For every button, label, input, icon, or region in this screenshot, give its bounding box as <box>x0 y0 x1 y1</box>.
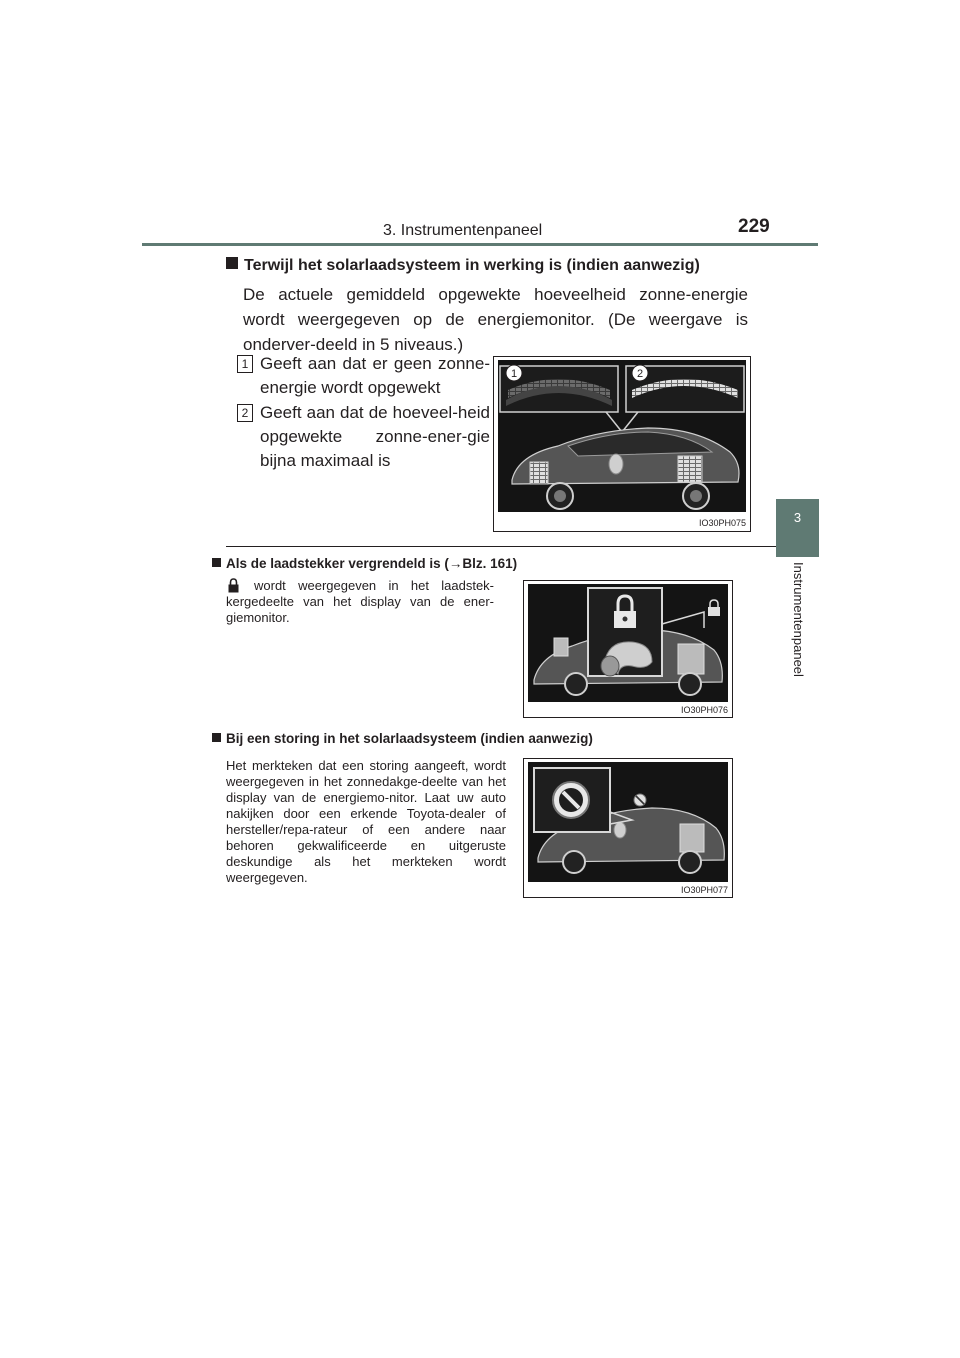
section-heading-malfunction <box>212 731 593 746</box>
figure-malfunction <box>523 758 733 898</box>
section-text-plug-lock: wordt weergegeven in het laadstek-kergedeelte van het display van de ener-giemonitor. <box>226 578 494 625</box>
section-paragraph-solar: De actuele gemiddeld opgewekte hoeveelheid zonne-energie wordt weergegeven op de energiemonitor. (De weergave is onderver-deeld in 5 niveaus.) <box>243 285 748 354</box>
chapter-tab: 3 <box>776 499 819 557</box>
figure-plug-lock-image <box>528 584 728 702</box>
solar-monitor-illustration <box>498 360 746 512</box>
section-text-malfunction: Het merkteken dat een storing aangeeft, wordt weergegeven in het zonnedakge-deelte van het display van de energiemo-nitor. Laat uw auto nakijken door een erkende Toyota-dealer of hersteller/repa-rateur of een andere naar behoren gekwalificeerde en uitgeruste deskundige als het merkteken wordt weergegeven. <box>226 758 506 885</box>
section-heading-plug-lock <box>212 556 517 571</box>
arrow-right-icon: → <box>448 556 463 571</box>
figure-callout-1: 1 <box>510 368 518 380</box>
square-bullet-icon <box>212 558 221 567</box>
list-item-text-2: Geeft aan dat de hoeveel-heid opgewekte zonne-ener-gie bijna maximaal is <box>260 403 490 470</box>
figure-code: IO30PH077 <box>680 885 728 895</box>
section-divider <box>226 546 776 547</box>
list-item-text-1: Geeft aan dat er geen zonne-energie wordt opgewekt <box>260 354 490 397</box>
figure-plug-lock <box>523 580 733 718</box>
figure-malfunction-image <box>528 762 728 882</box>
figure-solar-monitor-image <box>498 360 746 512</box>
callout-number-1: 1 <box>237 355 253 373</box>
prohibited-icon <box>553 782 589 818</box>
figure-code: IO30PH076 <box>680 705 728 715</box>
heading-plug-lock-text: Als de laadstekker vergrendeld is ( <box>226 556 449 571</box>
figure-code: IO30PH075 <box>698 518 746 528</box>
prohibited-icon <box>634 794 646 806</box>
square-bullet-icon <box>212 733 221 742</box>
section-heading-solar-text: Terwijl het solarlaadsysteem in werking is (indien aanwezig) <box>244 257 700 274</box>
chapter-tab-label-container <box>788 562 812 702</box>
chapter-tab-label: Instrumentenpaneel <box>791 562 806 677</box>
lock-icon <box>708 600 720 616</box>
section-heading-solar <box>226 257 700 275</box>
figure-solar-monitor <box>493 356 751 532</box>
page-reference-link[interactable]: Blz. 161) <box>462 556 518 571</box>
figure-callout-2: 2 <box>636 368 644 380</box>
page-number: 229 <box>738 216 770 237</box>
callout-number-2: 2 <box>237 404 253 422</box>
square-bullet-icon <box>226 257 238 269</box>
header-divider <box>142 243 818 246</box>
heading-malfunction-text: Bij een storing in het solarlaadsysteem (indien aanwezig) <box>226 731 593 746</box>
chapter-title: 3. Instrumentenpaneel <box>383 222 543 239</box>
